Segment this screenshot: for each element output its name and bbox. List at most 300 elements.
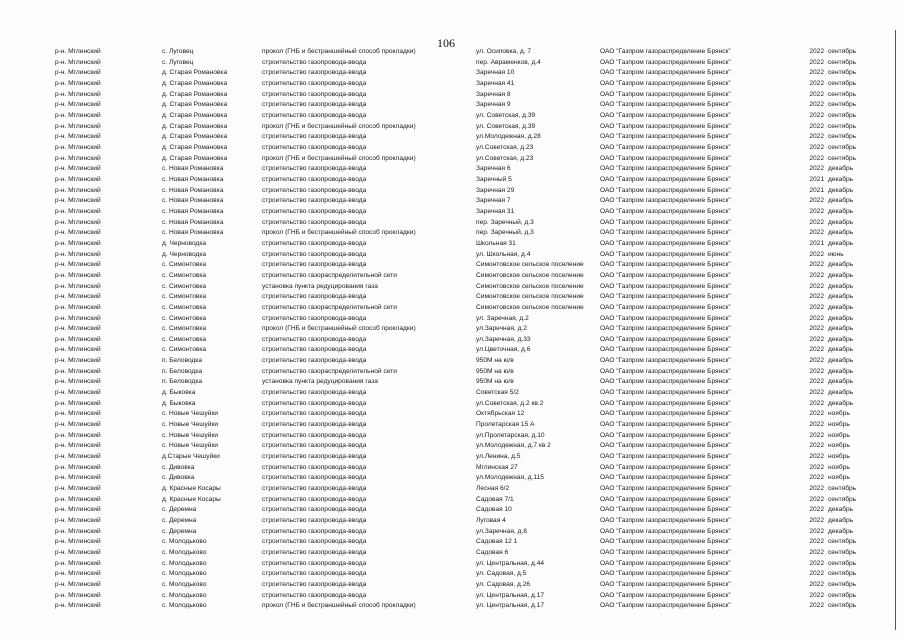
organization-cell: ОАО "Газпром газораспределение Брянск": [600, 527, 731, 535]
settlement-cell: с. Молодьково: [162, 602, 207, 610]
settlement-cell: д. Быковка: [162, 389, 196, 397]
work-type-cell: строительство газопровода-ввода: [262, 197, 367, 205]
district-cell: р-н. Мглинский: [55, 431, 101, 439]
settlement-cell: п. Беловодка: [162, 367, 203, 375]
year-cell: 2022: [809, 570, 824, 578]
district-cell: р-н. Мглинский: [55, 463, 101, 471]
table-row: [0, 472, 905, 483]
year-cell: 2022: [809, 325, 824, 333]
year-cell: 2022: [809, 261, 824, 269]
district-cell: р-н. Мглинский: [55, 527, 101, 535]
year-cell: 2022: [809, 303, 824, 311]
work-type-cell: строительство газопровода-ввода: [262, 570, 367, 578]
settlement-cell: с. Симонтовка: [162, 346, 207, 354]
district-cell: р-н. Мглинский: [55, 90, 101, 98]
year-cell: 2022: [809, 527, 824, 535]
work-type-cell: установка пункта редуцирования газа: [262, 378, 378, 386]
work-type-cell: строительство газопровода-ввода: [262, 399, 367, 407]
table-row: [0, 259, 905, 270]
month-cell: декабрь: [828, 229, 854, 237]
address-cell: ул.Ленина, д.5: [476, 453, 521, 461]
year-cell: 2022: [809, 69, 824, 77]
table-row: [0, 217, 905, 228]
month-cell: декабрь: [828, 293, 854, 301]
page-number: 106: [437, 36, 455, 50]
table-row: [0, 110, 905, 121]
table-row: [0, 121, 905, 132]
month-cell: сентябрь: [828, 485, 857, 493]
work-type-cell: строительство газопровода-ввода: [262, 207, 367, 215]
month-cell: сентябрь: [828, 538, 857, 546]
work-type-cell: прокол (ГНБ и бестраншейный способ прокладки): [262, 48, 416, 55]
address-cell: пер. Авраменков, д.4: [476, 58, 541, 66]
settlement-cell: с. Симонтовка: [162, 314, 207, 322]
organization-cell: ОАО "Газпром газораспределение Брянск": [600, 79, 731, 87]
work-type-cell: строительство газопровода-ввода: [262, 591, 367, 599]
settlement-cell: д. Черноводка: [162, 250, 207, 258]
year-cell: 2021: [809, 175, 824, 183]
month-cell: сентябрь: [828, 602, 857, 610]
address-cell: ул.Советская, д.2 кв.2: [476, 399, 544, 407]
month-cell: декабрь: [828, 506, 854, 514]
month-cell: сентябрь: [828, 48, 857, 55]
month-cell: ноябрь: [828, 463, 850, 471]
table-row: [0, 195, 905, 206]
month-cell: декабрь: [828, 261, 854, 269]
settlement-cell: с. Деремна: [162, 517, 197, 525]
year-cell: 2022: [809, 410, 824, 418]
month-cell: декабрь: [828, 186, 854, 194]
district-cell: р-н. Мглинский: [55, 197, 101, 205]
work-type-cell: прокол (ГНБ и бестраншейный способ прокладки): [262, 602, 416, 610]
district-cell: р-н. Мглинский: [55, 58, 101, 66]
year-cell: 2022: [809, 421, 824, 429]
month-cell: ноябрь: [828, 453, 850, 461]
organization-cell: ОАО "Газпром газораспределение Брянск": [600, 101, 731, 109]
organization-cell: ОАО "Газпром газораспределение Брянск": [600, 197, 731, 205]
settlement-cell: с. Дивовка: [162, 474, 195, 482]
address-cell: ул.Советская, д.23: [476, 154, 534, 162]
district-cell: р-н. Мглинский: [55, 559, 101, 567]
table-row: [0, 376, 905, 387]
table-row: [0, 515, 905, 526]
month-cell: декабрь: [828, 527, 854, 535]
year-cell: 2022: [809, 111, 824, 119]
organization-cell: ОАО "Газпром газораспределение Брянск": [600, 431, 731, 439]
address-cell: ул.Пролетарская, д.10: [476, 431, 545, 439]
year-cell: 2022: [809, 591, 824, 599]
work-type-cell: строительство газопровода-ввода: [262, 421, 367, 429]
table-row: [0, 291, 905, 302]
settlement-cell: с. Молодьково: [162, 570, 207, 578]
year-cell: 2022: [809, 282, 824, 290]
settlement-cell: п. Беловодка: [162, 378, 203, 386]
year-cell: 2022: [809, 431, 824, 439]
table-row: [0, 89, 905, 100]
settlement-cell: с. Новые Чешуйки: [162, 431, 219, 439]
table-row: [0, 387, 905, 398]
year-cell: 2022: [809, 517, 824, 525]
address-cell: Симонтовское сельское поселение: [476, 271, 584, 279]
year-cell: 2022: [809, 143, 824, 151]
work-type-cell: строительство газопровода-ввода: [262, 559, 367, 567]
settlement-cell: д. Старая Романовка: [162, 111, 228, 119]
month-cell: сентябрь: [828, 495, 857, 503]
month-cell: сентябрь: [828, 549, 857, 557]
organization-cell: ОАО "Газпром газораспределение Брянск": [600, 325, 731, 333]
table-row: [0, 142, 905, 153]
month-cell: сентябрь: [828, 154, 857, 162]
table-row: [0, 504, 905, 515]
address-cell: Луговая 4: [476, 517, 506, 525]
year-cell: 2022: [809, 101, 824, 109]
month-cell: сентябрь: [828, 143, 857, 151]
work-type-cell: строительство газопровода-ввода: [262, 495, 367, 503]
settlement-cell: д. Старая Романовка: [162, 90, 228, 98]
work-type-cell: строительство газопровода-ввода: [262, 218, 367, 226]
address-cell: ул. Садовая, д.26: [476, 581, 531, 588]
settlement-cell: с. Новая Романовка: [162, 218, 224, 226]
year-cell: 2022: [809, 506, 824, 514]
table-row: [0, 227, 905, 238]
work-type-cell: строительство газопровода-ввода: [262, 175, 367, 183]
district-cell: р-н. Мглинский: [55, 271, 101, 279]
table-row: [0, 334, 905, 345]
work-type-cell: строительство газопровода-ввода: [262, 58, 367, 66]
year-cell: 2022: [809, 197, 824, 205]
month-cell: декабрь: [828, 197, 854, 205]
settlement-cell: д. Старая Романовка: [162, 133, 228, 141]
year-cell: 2022: [809, 250, 824, 258]
address-cell: ул. Садовая, д.5: [476, 570, 527, 578]
organization-cell: ОАО "Газпром газораспределение Брянск": [600, 282, 731, 290]
settlement-cell: с. Молодьково: [162, 581, 207, 588]
settlement-cell: с. Новая Романовка: [162, 229, 224, 237]
year-cell: 2022: [809, 165, 824, 173]
district-cell: р-н. Мглинский: [55, 48, 101, 55]
district-cell: р-н. Мглинский: [55, 303, 101, 311]
address-cell: Заречная 41: [476, 79, 515, 87]
district-cell: р-н. Мглинский: [55, 389, 101, 397]
year-cell: 2021: [809, 239, 824, 247]
settlement-cell: с. Деремна: [162, 527, 197, 535]
district-cell: р-н. Мглинский: [55, 581, 101, 588]
organization-cell: ОАО "Газпром газораспределение Брянск": [600, 474, 731, 482]
year-cell: 2022: [809, 346, 824, 354]
table-row: [0, 99, 905, 110]
address-cell: ул.Советская, д.23: [476, 143, 534, 151]
address-cell: ул.Молодежная, д.7 кв 2: [476, 442, 551, 450]
month-cell: декабрь: [828, 399, 854, 407]
table-row: [0, 547, 905, 558]
month-cell: декабрь: [828, 207, 854, 215]
address-cell: Заречная 31: [476, 207, 515, 215]
organization-cell: ОАО "Газпром газораспределение Брянск": [600, 591, 731, 599]
year-cell: 2022: [809, 357, 824, 365]
table-row: [0, 206, 905, 217]
month-cell: сентябрь: [828, 591, 857, 599]
work-type-cell: строительство газопровода-ввода: [262, 186, 367, 194]
district-cell: р-н. Мглинский: [55, 442, 101, 450]
month-cell: декабрь: [828, 389, 854, 397]
address-cell: Садовая 7/1: [476, 495, 514, 503]
work-type-cell: установка пункта редуцирования газа: [262, 282, 378, 290]
month-cell: ноябрь: [828, 442, 850, 450]
settlement-cell: д. Старая Романовка: [162, 79, 228, 87]
district-cell: р-н. Мглинский: [55, 101, 101, 109]
table-row: [0, 430, 905, 441]
organization-cell: ОАО "Газпром газораспределение Брянск": [600, 239, 731, 247]
district-cell: р-н. Мглинский: [55, 175, 101, 183]
settlement-cell: д. Старая Романовка: [162, 69, 228, 77]
settlement-cell: с. Симонтовка: [162, 293, 207, 301]
organization-cell: ОАО "Газпром газораспределение Брянск": [600, 122, 731, 130]
table-row: [0, 579, 905, 590]
district-cell: р-н. Мглинский: [55, 538, 101, 546]
organization-cell: ОАО "Газпром газораспределение Брянск": [600, 378, 731, 386]
organization-cell: ОАО "Газпром газораспределение Брянск": [600, 485, 731, 493]
month-cell: сентябрь: [828, 111, 857, 119]
settlement-cell: д. Черноводка: [162, 239, 207, 247]
work-type-cell: строительство газопровода-ввода: [262, 485, 367, 493]
settlement-cell: с. Луговец: [162, 48, 194, 55]
address-cell: Заречная 9: [476, 101, 511, 109]
organization-cell: ОАО "Газпром газораспределение Брянск": [600, 442, 731, 450]
table-row: [0, 398, 905, 409]
district-cell: р-н. Мглинский: [55, 474, 101, 482]
work-type-cell: строительство газопровода-ввода: [262, 261, 367, 269]
address-cell: 950М на ю/в: [476, 378, 514, 386]
organization-cell: ОАО "Газпром газораспределение Брянск": [600, 186, 731, 194]
settlement-cell: с. Новые Чешуйки: [162, 421, 219, 429]
address-cell: ул. Центральная, д.17: [476, 591, 545, 599]
address-cell: Заречный 5: [476, 175, 512, 183]
organization-cell: ОАО "Газпром газораспределение Брянск": [600, 261, 731, 269]
year-cell: 2022: [809, 389, 824, 397]
year-cell: 2022: [809, 122, 824, 130]
district-cell: р-н. Мглинский: [55, 367, 101, 375]
address-cell: ул. Советская, д.39: [476, 111, 536, 119]
address-cell: Советская 5/2: [476, 389, 519, 397]
work-type-cell: строительство газопровода-ввода: [262, 90, 367, 98]
organization-cell: ОАО "Газпром газораспределение Брянск": [600, 410, 731, 418]
district-cell: р-н. Мглинский: [55, 239, 101, 247]
settlement-cell: с. Молодьково: [162, 549, 207, 557]
year-cell: 2022: [809, 58, 824, 66]
month-cell: декабрь: [828, 314, 854, 322]
month-cell: декабрь: [828, 367, 854, 375]
district-cell: р-н. Мглинский: [55, 346, 101, 354]
month-cell: декабрь: [828, 165, 854, 173]
year-cell: 2022: [809, 378, 824, 386]
address-cell: Симонтовское сельское поселение: [476, 303, 584, 311]
month-cell: декабрь: [828, 175, 854, 183]
table-row: [0, 483, 905, 494]
district-cell: р-н. Мглинский: [55, 229, 101, 237]
year-cell: 2022: [809, 581, 824, 588]
table-row: [0, 270, 905, 281]
work-type-cell: строительство газопровода-ввода: [262, 442, 367, 450]
district-cell: р-н. Мглинский: [55, 133, 101, 141]
settlement-cell: д.Старые Чешуйки: [162, 453, 220, 461]
organization-cell: ОАО "Газпром газораспределение Брянск": [600, 69, 731, 77]
address-cell: Садовая 6: [476, 549, 509, 557]
address-cell: ул. Советская, д.39: [476, 122, 536, 130]
settlement-cell: с. Луговец: [162, 58, 194, 66]
district-cell: р-н. Мглинский: [55, 485, 101, 493]
settlement-cell: д. Старая Романовка: [162, 122, 228, 130]
settlement-cell: с. Новые Чешуйки: [162, 410, 219, 418]
district-cell: р-н. Мглинский: [55, 293, 101, 301]
district-cell: р-н. Мглинский: [55, 517, 101, 525]
work-type-cell: строительство газораспределительной сети: [262, 271, 397, 279]
settlement-cell: с. Симонтовка: [162, 261, 207, 269]
organization-cell: ОАО "Газпром газораспределение Брянск": [600, 346, 731, 354]
district-cell: р-н. Мглинский: [55, 186, 101, 194]
district-cell: р-н. Мглинский: [55, 570, 101, 578]
year-cell: 2022: [809, 463, 824, 471]
month-cell: декабрь: [828, 218, 854, 226]
month-cell: декабрь: [828, 303, 854, 311]
settlement-cell: с. Симонтовка: [162, 271, 207, 279]
work-type-cell: строительство газораспределительной сети: [262, 303, 397, 311]
settlement-cell: с. Новая Романовка: [162, 207, 224, 215]
district-cell: р-н. Мглинский: [55, 357, 101, 365]
year-cell: 2022: [809, 559, 824, 567]
work-type-cell: прокол (ГНБ и бестраншейный способ прокладки): [262, 122, 416, 130]
organization-cell: ОАО "Газпром газораспределение Брянск": [600, 357, 731, 365]
district-cell: р-н. Мглинский: [55, 261, 101, 269]
month-cell: ноябрь: [828, 421, 850, 429]
table-row: [0, 131, 905, 142]
organization-cell: ОАО "Газпром газораспределение Брянск": [600, 303, 731, 311]
table-row: [0, 568, 905, 579]
work-type-cell: строительство газопровода-ввода: [262, 527, 367, 535]
year-cell: 2021: [809, 186, 824, 194]
table-row: [0, 67, 905, 78]
district-cell: р-н. Мглинский: [55, 282, 101, 290]
address-cell: Симонтовское сельское поселение: [476, 261, 584, 269]
settlement-cell: с. Симонтовка: [162, 282, 207, 290]
district-cell: р-н. Мглинский: [55, 549, 101, 557]
work-type-cell: строительство газопровода-ввода: [262, 335, 367, 343]
address-cell: Заречная 29: [476, 186, 515, 194]
settlement-cell: с. Симонтовка: [162, 335, 207, 343]
year-cell: 2022: [809, 48, 824, 55]
year-cell: 2022: [809, 90, 824, 98]
settlement-cell: п. Беловодка: [162, 357, 203, 365]
address-cell: Школьная 31: [476, 239, 516, 247]
settlement-cell: с. Новые Чешуйки: [162, 442, 219, 450]
settlement-cell: с. Молодьково: [162, 538, 207, 546]
district-cell: р-н. Мглинский: [55, 602, 101, 610]
district-cell: р-н. Мглинский: [55, 325, 101, 333]
year-cell: 2022: [809, 314, 824, 322]
organization-cell: ОАО "Газпром газораспределение Брянск": [600, 143, 731, 151]
table-row: [0, 174, 905, 185]
organization-cell: ОАО "Газпром газораспределение Брянск": [600, 293, 731, 301]
district-cell: р-н. Мглинский: [55, 154, 101, 162]
work-type-cell: строительство газопровода-ввода: [262, 453, 367, 461]
month-cell: декабрь: [828, 517, 854, 525]
organization-cell: ОАО "Газпром газораспределение Брянск": [600, 559, 731, 567]
work-type-cell: строительство газопровода-ввода: [262, 250, 367, 258]
year-cell: 2022: [809, 399, 824, 407]
district-cell: р-н. Мглинский: [55, 378, 101, 386]
organization-cell: ОАО "Газпром газораспределение Брянск": [600, 367, 731, 375]
settlement-cell: с. Симонтовка: [162, 303, 207, 311]
district-cell: р-н. Мглинский: [55, 506, 101, 514]
work-type-cell: строительство газопровода-ввода: [262, 293, 367, 301]
organization-cell: ОАО "Газпром газораспределение Брянск": [600, 218, 731, 226]
address-cell: Лесная 6/2: [476, 485, 510, 493]
year-cell: 2022: [809, 154, 824, 162]
table-row: [0, 323, 905, 334]
organization-cell: ОАО "Газпром газораспределение Брянск": [600, 271, 731, 279]
organization-cell: ОАО "Газпром газораспределение Брянск": [600, 506, 731, 514]
district-cell: р-н. Мглинский: [55, 314, 101, 322]
work-type-cell: строительство газопровода-ввода: [262, 538, 367, 546]
table-row: [0, 281, 905, 292]
district-cell: р-н. Мглинский: [55, 218, 101, 226]
address-cell: Заречная 7: [476, 197, 511, 205]
settlement-cell: с. Новая Романовка: [162, 165, 224, 173]
organization-cell: ОАО "Газпром газораспределение Брянск": [600, 314, 731, 322]
year-cell: 2022: [809, 79, 824, 87]
month-cell: ноябрь: [828, 410, 850, 418]
address-cell: ул.Цветочная, д.6: [476, 346, 531, 354]
address-cell: ул. Школьная, д.4: [476, 250, 531, 258]
settlement-cell: д. Красные Косары: [162, 485, 221, 493]
table-row: [0, 536, 905, 547]
address-cell: Симонтовское сельское поселение: [476, 293, 584, 301]
table-row: [0, 185, 905, 196]
organization-cell: ОАО "Газпром газораспределение Брянск": [600, 58, 731, 66]
month-cell: сентябрь: [828, 58, 857, 66]
address-cell: ул.Заречная, д.8: [476, 527, 527, 535]
table-row: [0, 238, 905, 249]
settlement-cell: д. Старая Романовка: [162, 101, 228, 109]
organization-cell: ОАО "Газпром газораспределение Брянск": [600, 389, 731, 397]
work-type-cell: строительство газопровода-ввода: [262, 143, 367, 151]
table-row: [0, 302, 905, 313]
work-type-cell: строительство газопровода-ввода: [262, 79, 367, 87]
table-row: [0, 408, 905, 419]
work-type-cell: строительство газопровода-ввода: [262, 357, 367, 365]
district-cell: р-н. Мглинский: [55, 69, 101, 77]
year-cell: 2022: [809, 442, 824, 450]
address-cell: Заречная 8: [476, 90, 511, 98]
work-type-cell: строительство газопровода-ввода: [262, 410, 367, 418]
month-cell: декабрь: [828, 282, 854, 290]
work-type-cell: строительство газопровода-ввода: [262, 69, 367, 77]
address-cell: Октябрьская 12: [476, 410, 525, 418]
table-row: [0, 249, 905, 260]
month-cell: декабрь: [828, 271, 854, 279]
month-cell: июнь: [828, 250, 844, 258]
settlement-cell: с. Молодьково: [162, 591, 207, 599]
organization-cell: ОАО "Газпром газораспределение Брянск": [600, 538, 731, 546]
district-cell: р-н. Мглинский: [55, 410, 101, 418]
month-cell: декабрь: [828, 357, 854, 365]
year-cell: 2022: [809, 271, 824, 279]
table-row: [0, 558, 905, 569]
month-cell: декабрь: [828, 239, 854, 247]
table-row: [0, 153, 905, 164]
year-cell: 2022: [809, 549, 824, 557]
address-cell: ул.Заречная, д.33: [476, 335, 531, 343]
organization-cell: ОАО "Газпром газораспределение Брянск": [600, 250, 731, 258]
